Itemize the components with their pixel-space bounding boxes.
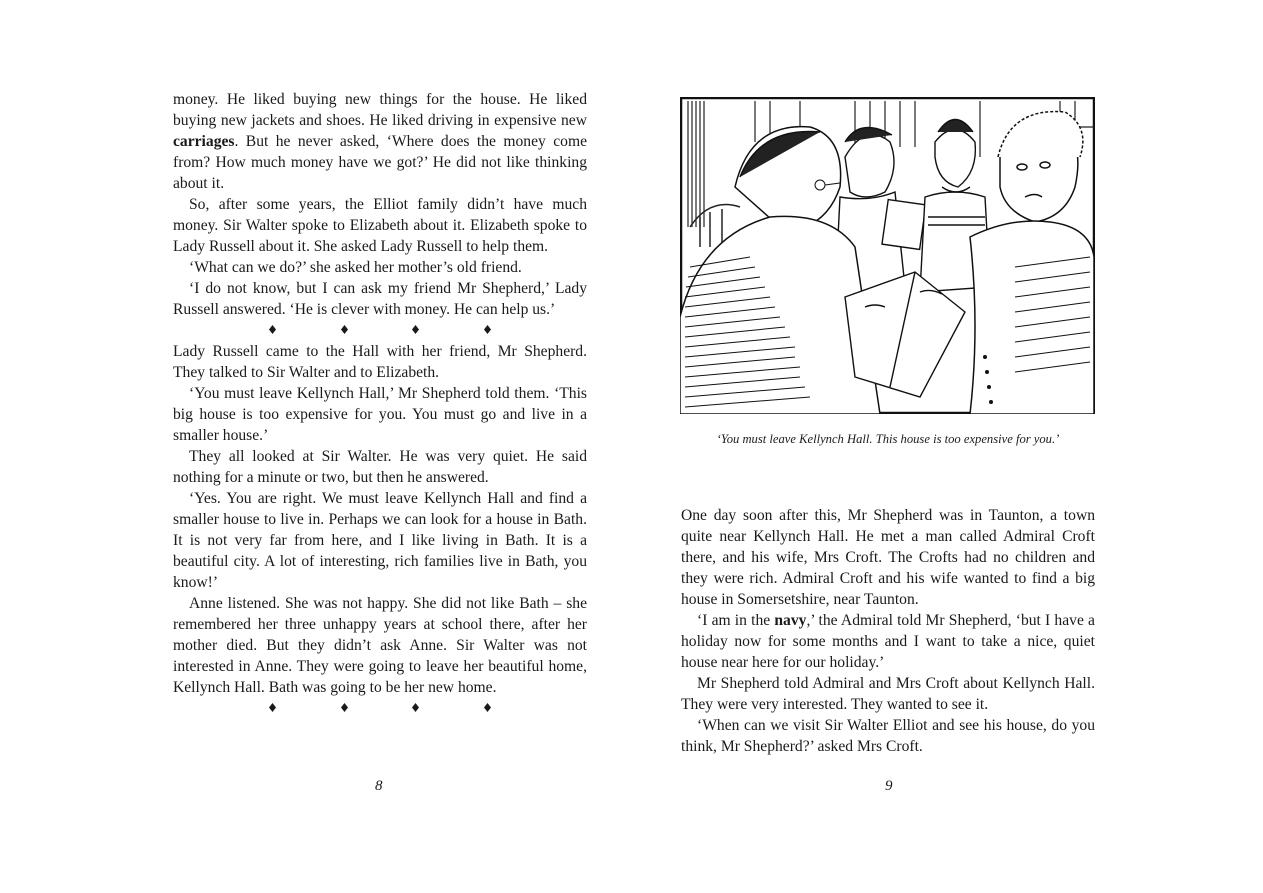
diamond-icon [269, 325, 276, 334]
text-run: ,’ the Admiral told Mr Shepherd, ‘but I have a holiday now for some months and I want to take a nice, quiet house near here for our holiday.’ [681, 612, 1095, 671]
paragraph: So, after some years, the Elliot family didn’t have much money. Sir Walter spoke to Elizabeth about it. Elizabeth spoke to Lady Russell about it. She asked Lady Russell to help them. [173, 196, 587, 255]
paragraph: They all looked at Sir Walter. He was very quiet. He said nothing for a minute or two, but then he answered. [173, 448, 587, 486]
paragraph: One day soon after this, Mr Shepherd was in Taunton, a town quite near Kellynch Hall. He met a man called Admiral Croft there, and his wife, Mrs Croft. The Crofts had no children and they were rich. Admiral Croft and his wife wanted to find a big house in Somersetshire, near Taunton. [681, 507, 1095, 608]
page-number: 8 [375, 778, 383, 794]
paragraph: ‘Yes. You are right. We must leave Kellynch Hall and find a smaller house to live in. Perhaps we can look for a house in Bath. It is not very far from here, and I like living in Bath. It is a beautiful city. A lot of interesting, rich families live in Bath, you know!’ [173, 490, 587, 591]
text-run: ‘I am in the [697, 612, 775, 629]
illustration-caption: ‘You must leave Kellynch Hall. This house is too expensive for you.’ [716, 432, 1060, 446]
text-run: money. He liked buying new things for the house. He liked buying new jackets and shoes. He liked driving in expensive new [173, 91, 587, 129]
left-page-text [173, 89, 587, 719]
diamond-icon [412, 325, 419, 334]
section-break [173, 320, 587, 341]
diamond-icon [484, 325, 491, 334]
illustration-drawing [680, 97, 1095, 414]
paragraph: Anne listened. She was not happy. She did not like Bath – she remembered her three unhappy years at school there, after her mother died. But they didn’t ask Anne. Sir Walter was not interested in Anne. They were going to leave her beautiful home, Kellynch Hall. Bath was going to be her new home. [173, 595, 587, 696]
diamond-icon [412, 703, 419, 712]
paragraph: ‘What can we do?’ she asked her mother’s old friend. [189, 259, 522, 276]
diamond-icon [341, 325, 348, 334]
right-page-text [681, 505, 1095, 757]
illustration [680, 97, 1095, 414]
text-run: . But he never asked, ‘Where does the money come from? How much money have we got?’ He did not like thinking about it. [173, 133, 587, 192]
paragraph: ‘I do not know, but I can ask my friend Mr Shepherd,’ Lady Russell answered. ‘He is clever with money. He can help us.’ [173, 280, 587, 318]
paragraph: Lady Russell came to the Hall with her friend, Mr Shepherd. They talked to Sir Walter and to Elizabeth. [173, 343, 587, 381]
paragraph: Mr Shepherd told Admiral and Mrs Croft about Kellynch Hall. They were very interested. They wanted to see it. [681, 675, 1095, 713]
paragraph [681, 610, 1095, 673]
glossary-word: navy [774, 612, 807, 629]
paragraph: ‘When can we visit Sir Walter Elliot and see his house, do you think, Mr Shepherd?’ asked Mrs Croft. [681, 717, 1095, 755]
diamond-icon [269, 703, 276, 712]
diamond-icon [341, 703, 348, 712]
glossary-word: carriages [173, 133, 235, 150]
diamond-icon [484, 703, 491, 712]
page-number: 9 [885, 778, 893, 794]
paragraph [173, 89, 587, 194]
section-break [173, 698, 587, 719]
paragraph: ‘You must leave Kellynch Hall,’ Mr Shepherd told them. ‘This big house is too expensive for you. You must go and live in a smaller house.’ [173, 385, 587, 444]
